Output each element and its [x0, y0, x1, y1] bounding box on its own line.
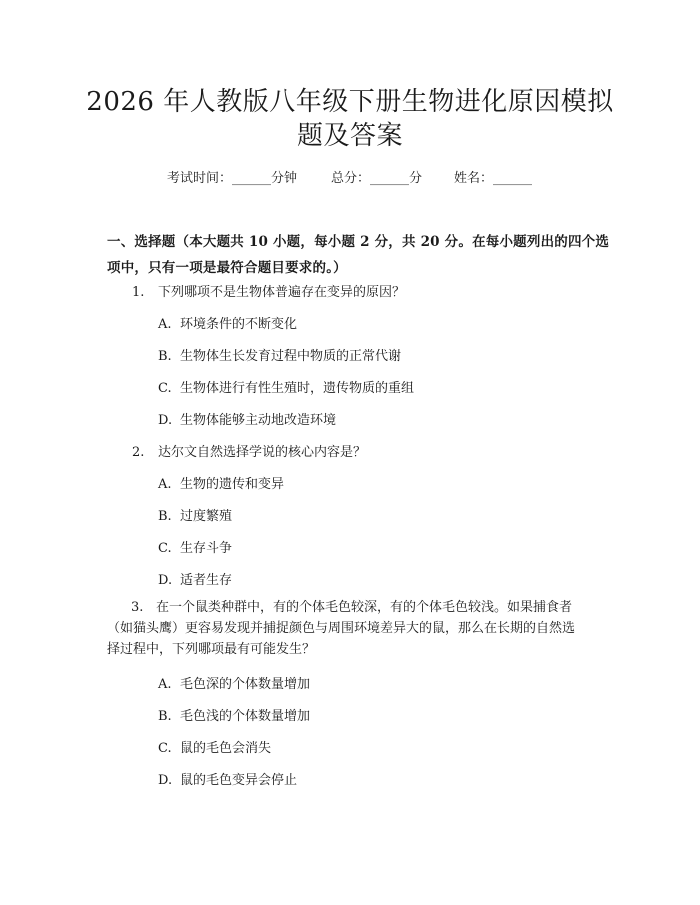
question-text-line-3: 择过程中，下列哪项最有可能发生？ — [107, 642, 316, 657]
question-3-option-b — [158, 708, 310, 726]
question-1-option-b — [158, 348, 401, 366]
option-letter: B. — [158, 349, 172, 364]
option-text: 生物体能够主动地改造环境 — [180, 413, 337, 428]
option-letter: D. — [158, 773, 173, 788]
section-heading — [107, 229, 610, 281]
total-score-field: 总分：______分 — [331, 171, 423, 186]
option-text: 鼠的毛色变异会停止 — [180, 773, 298, 788]
option-text: 生物的遗传和变异 — [180, 477, 285, 492]
document-title-line-2: 题及答案 — [296, 121, 403, 151]
option-letter: C. — [158, 541, 172, 556]
question-3 — [107, 597, 607, 660]
option-text: 生物体进行有性生殖时，遗传物质的重组 — [180, 381, 415, 396]
option-letter: D. — [158, 573, 173, 588]
question-text-line-2: （如猫头鹰）更容易发现并捕捉颜色与周围环境差异大的鼠，那么在长期的自然选 — [107, 621, 576, 636]
option-text: 适者生存 — [180, 573, 233, 588]
option-text: 毛色浅的个体数量增加 — [180, 709, 311, 724]
option-text: 生物体生长发育过程中物质的正常代谢 — [180, 349, 402, 364]
question-text: 达尔文自然选择学说的核心内容是？ — [158, 445, 367, 460]
section-heading-line-2: 项中，只有一项是最符合题目要求的。） — [107, 260, 347, 276]
option-letter: D. — [158, 413, 173, 428]
question-2-option-b — [158, 508, 232, 526]
question-2-option-d — [158, 572, 232, 590]
question-3-option-d — [158, 772, 297, 790]
option-text: 鼠的毛色会消失 — [180, 741, 272, 756]
option-letter: C. — [158, 741, 172, 756]
question-1-option-c — [158, 380, 414, 398]
question-number: 3. — [131, 600, 144, 615]
question-3-option-a — [158, 676, 310, 694]
question-2 — [0, 444, 700, 462]
question-number: 1. — [132, 285, 145, 300]
question-text-line-1: 在一个鼠类种群中，有的个体毛色较深，有的个体毛色较浅。如果捕食者 — [156, 600, 573, 615]
option-text: 过度繁殖 — [180, 509, 233, 524]
option-text: 环境条件的不断变化 — [180, 317, 298, 332]
question-3-option-c — [158, 740, 271, 758]
student-name-field: 姓名：______ — [454, 171, 533, 186]
option-letter: A. — [158, 677, 172, 692]
question-1 — [0, 284, 700, 302]
question-3-line-1 — [107, 597, 607, 618]
question-1-option-a — [158, 316, 297, 334]
option-text: 毛色深的个体数量增加 — [180, 677, 311, 692]
option-letter: C. — [158, 381, 172, 396]
option-letter: B. — [158, 509, 172, 524]
section-heading-line-1: 一、选择题（本大题共 10 小题，每小题 2 分，共 20 分。在每小题列出的四个选 — [107, 234, 610, 250]
option-text: 生存斗争 — [180, 541, 233, 556]
question-text: 下列哪项不是生物体普遍存在变异的原因？ — [158, 285, 406, 300]
document-title-line-1: 2026 年人教版八年级下册生物进化原因模拟 — [86, 87, 614, 117]
option-letter: A. — [158, 477, 172, 492]
question-number: 2. — [132, 445, 145, 460]
question-1-option-d — [158, 412, 336, 430]
option-letter: A. — [158, 317, 172, 332]
exam-time-field: 考试时间：______分钟 — [167, 171, 298, 186]
question-2-option-c — [158, 540, 232, 558]
option-letter: B. — [158, 709, 172, 724]
question-2-option-a — [158, 476, 284, 494]
